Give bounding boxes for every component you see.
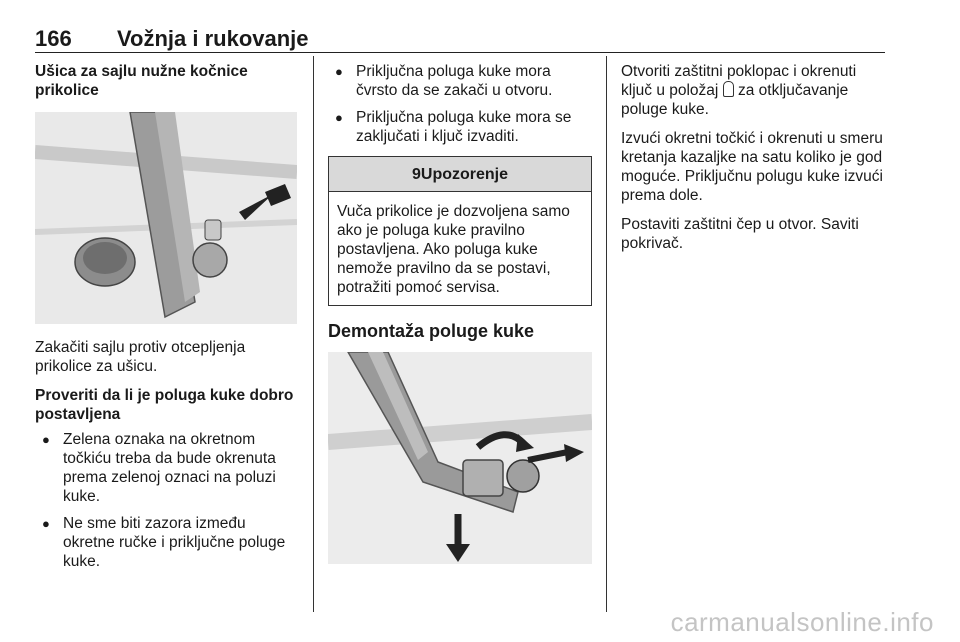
warning-title: Upozorenje: [420, 166, 509, 183]
warning-header: [329, 157, 591, 192]
list-item: ● Zelena oznaka na okretnom točkiću treba da bude okrenuta prema zelenoj oznaci na poluzi kuke.: [35, 430, 301, 506]
tow-hook-eyelet-illustration: [35, 112, 297, 324]
tow-bar-removal-illustration: [328, 352, 592, 564]
page-header: [35, 26, 885, 53]
section-heading: Demontaža poluge kuke: [328, 321, 535, 341]
bullet-list: [328, 62, 592, 146]
warning-icon: 9: [411, 166, 421, 183]
list-item: ● Priključna poluga kuke mora čvrsto da se zakači u otvoru.: [328, 62, 592, 100]
watermark: carmanualsonline.info: [670, 607, 934, 637]
paragraph: Postaviti zaštitni čep u otvor. Saviti pokrivač.: [621, 216, 859, 252]
column-divider: [606, 56, 607, 612]
caption-text: Zakačiti sajlu protiv otcepljenja prikolice za ušicu.: [35, 339, 246, 375]
warning-text: Vuča prikolice je dozvoljena samo ako je poluga kuke pravilno postavljena. Ako poluga kuke nemože pravilno da se postavi, potražiti pomoć servisa.: [337, 203, 570, 296]
check-list: [35, 430, 301, 571]
column-divider: [313, 56, 314, 612]
check-heading: Proveriti da li je poluga kuke dobro postavljena: [35, 387, 294, 423]
list-item: ● Ne sme biti zazora između okretne ručke i priključne poluge kuke.: [35, 514, 301, 571]
paragraph: Izvući okretni točkić i okrenuti u smeru kretanja kazaljke na satu koliko je god moguće. Priključnu polugu kuke izvući prema dole.: [621, 130, 883, 204]
paragraph: Otvoriti zaštitni poklopac i okrenuti ključ u položaj za otključavanje poluge kuke.: [621, 63, 857, 118]
column-1: [35, 62, 301, 581]
list-item: ● Priključna poluga kuke mora se zaključati i ključ izvaditi.: [328, 108, 592, 146]
warning-box: [328, 156, 592, 306]
section-heading: Ušica za sajlu nužne kočnice prikolice: [35, 63, 248, 99]
key-position-icon: [723, 81, 734, 97]
column-2: [328, 62, 592, 564]
column-3: [621, 62, 889, 263]
page-number: 166: [35, 26, 72, 51]
page-title: Vožnja i rukovanje: [117, 26, 309, 51]
